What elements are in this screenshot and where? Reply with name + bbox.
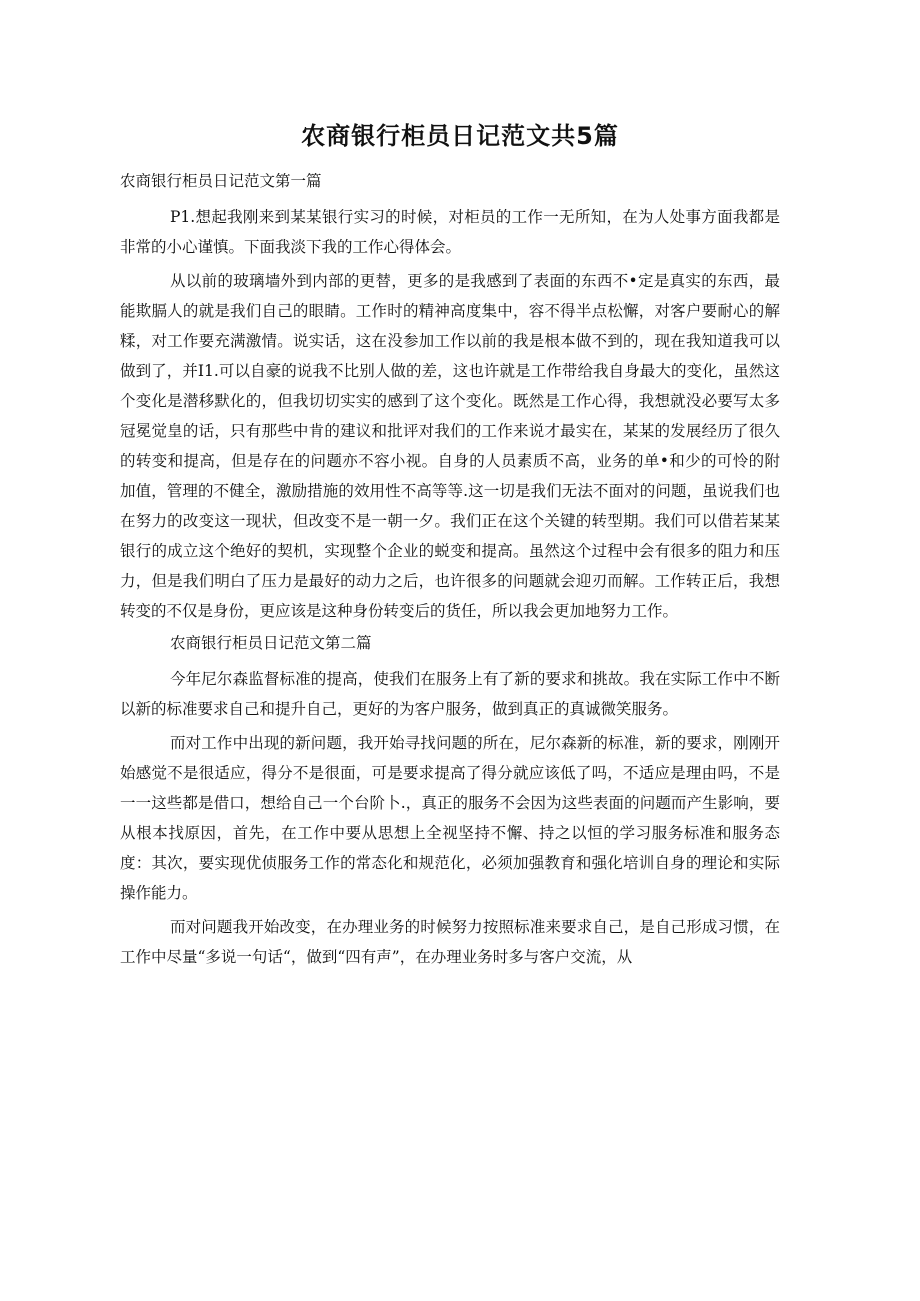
paragraph: 而对工作中出现的新问题，我开始寻找问题的所在，尼尔森新的标准，新的要求，刚刚开始感觉不是很适应，得分不是很面，可是要求提高了得分就应该低了吗，不适应是理由吗，不是一一这些都是借口，想给自己一个台阶卜.，真正的服务不会因为这些表面的问题而产生影响，要从根本找原因，首先，在工作中要从思想上全视坚持不懈、持之以恒的学习服务标准和服务态度：其次，要实现优侦服务工作的常态化和规范化，必须加强教育和强化培训自身的理论和实际操作能力。 — [120, 734, 780, 902]
paragraph: P1.想起我刚来到某某银行实习的时候，对柜员的工作一无所知，在为人处事方面我都是非常的小心谨慎。下面我淡下我的工作心得体会。 — [120, 208, 780, 256]
section-heading: 农商银行柜员日记范文第一篇 — [120, 172, 322, 190]
paragraph: 而对问题我开始改变，在办理业务的时候努力按照标准来要求自己，是自己形成习惯，在工作中尽量“多说一句话“，做到“四有声”，在办理业务时多与客户交流，从 — [120, 918, 780, 966]
document-title: 农商银行柜员日记范文共5篇 — [301, 122, 619, 150]
section-heading: 农商银行柜员日记范文第二篇 — [170, 634, 372, 652]
paragraph: 从以前的玻璃墙外到内部的更替，更多的是我感到了表面的东西不•定是真实的东西，最能欺膈人的就是我们自己的眼睛。工作时的精神高度集中，容不得半点松懈，对客户要耐心的解糅，对工作要充满激情。说实话，这在没参加工作以前的我是根本做不到的，现在我知道我可以做到了，并I1.可以自豪的说我不比别人做的差，这也许就是工作带给我自身最大的变化，虽然这个变化是潜移默化的，但我切切实实的感到了这个变化。既然是工作心得，我想就没必要写太多冠冕觉皇的话，只有那些中肯的建议和批评对我们的工作来说才最实在，某某的发展经历了很久的转变和提高，但是存在的问题亦不容小视。自身的人员素质不高，业务的单•和少的可怜的附加值，管理的不健全，激励措施的效用性不高等等.这一切是我们无法不面对的问题，虽说我们也在努力的改变这一现状，但改变不是一朝一夕。我们正在这个关键的转型期。我们可以借若某某银行的成立这个绝好的契机，实现整个企业的蜕变和提高。虽然这个过程中会有很多的阻力和压力，但是我们明白了压力是最好的动力之后，也许很多的问题就会迎刃而解。工作转正后，我想转变的不仅是身份，更应该是这种身份转变后的货任，所以我会更加地努力工作。 — [120, 272, 780, 620]
document-body — [120, 168, 780, 976]
paragraph: 今年尼尔森监督标准的提高，使我们在服务上有了新的要求和挑故。我在实际工作中不断以新的标准要求自己和提升自己，更好的为客户服务，做到真正的真诚微笑服务。 — [120, 670, 780, 718]
